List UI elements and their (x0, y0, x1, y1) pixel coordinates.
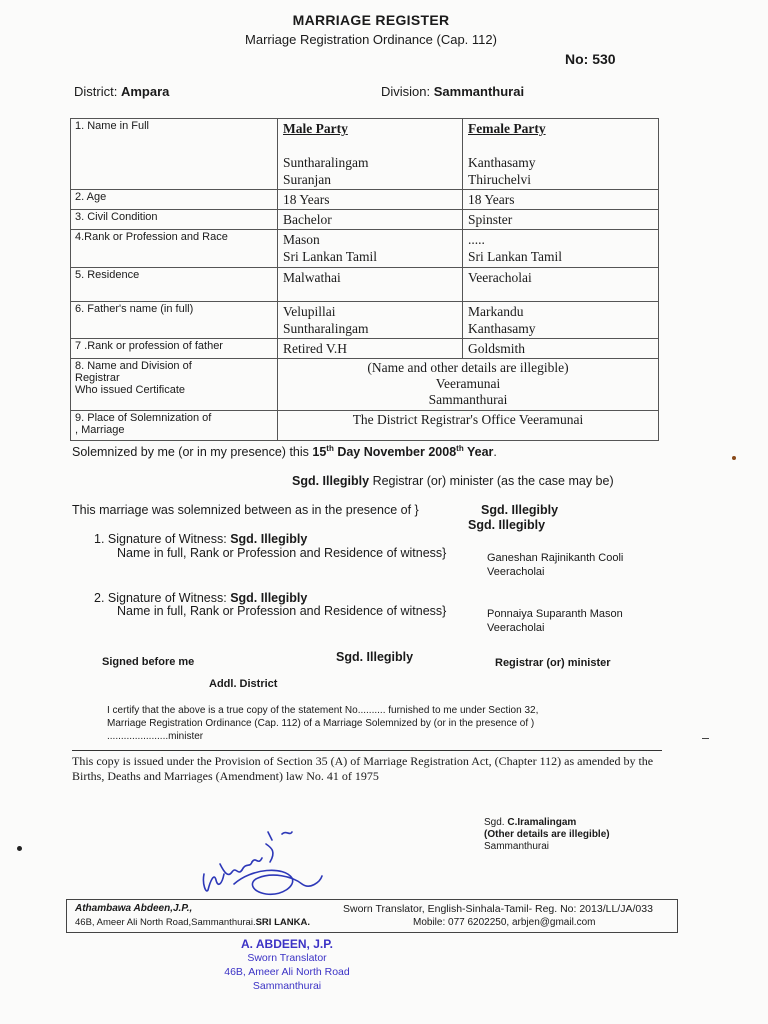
center-signature: Sgd. Illegibly (336, 650, 414, 664)
row-label: 5. Residence (71, 268, 278, 302)
registrar-or-minister: Registrar (or) minister (495, 657, 611, 669)
ink-dot (17, 846, 22, 851)
presence-signature-2: Sgd. Illegibly (468, 518, 546, 532)
male-value: Suntharalingam (283, 321, 369, 336)
table-row (71, 359, 659, 411)
witness-2-signature: 2. Signature of Witness: Sgd. Illegibly (94, 591, 308, 605)
translator-signature (196, 822, 336, 902)
solemnization-place: The District Registrar's Office Veeramunai (278, 411, 659, 441)
ink-dot (732, 456, 736, 460)
signed-before-me: Signed before me (102, 656, 195, 668)
divider (72, 750, 662, 751)
registrar-illegible-note: (Name and other details are illegible) (367, 360, 569, 375)
presence-line: This marriage was solemnized between as in the presence of } (72, 503, 419, 517)
female-value: Veeracholai (463, 268, 659, 302)
division (381, 84, 524, 99)
table-row (71, 339, 659, 359)
male-value: Bachelor (278, 210, 463, 230)
male-value: Suranjan (283, 172, 331, 187)
solemnized-line: Solemnized by me (or in my presence) this 15th Day November 2008th Year. (72, 444, 497, 460)
male-name-cell (278, 119, 463, 190)
solemnized-day: 15 (312, 445, 327, 460)
translator-contact: Mobile: 077 6202250, arbjen@gmail.com (413, 917, 596, 928)
male-value: Suntharalingam (283, 155, 369, 170)
registrar-division: Sammanthurai (428, 392, 508, 407)
row-label: 8. Name and Division of (75, 360, 192, 372)
row-label: 7 .Rank or profession of father (71, 339, 278, 359)
witness-1-name: Ganeshan Rajinikanth Cooli (487, 552, 624, 564)
row-label: 4.Rank or Profession and Race (71, 230, 278, 268)
registrar-signature-line: Sgd. Illegibly Registrar (or) minister (as the case may be) (292, 474, 614, 488)
registrar-sgd-block: Sgd. C.Iramalingam (Other details are illegible) Sammanthurai (484, 817, 610, 852)
witness-2-place: Veeracholai (487, 622, 545, 634)
table-row (71, 411, 659, 441)
translator-address: 46B, Ameer Ali North Road,Sammanthurai.SRI LANKA. (75, 917, 310, 928)
female-party-header: Female Party (468, 121, 546, 136)
male-value: Mason (283, 232, 320, 247)
page-title: MARRIAGE REGISTER (292, 12, 450, 28)
row-label: 2. Age (71, 190, 278, 210)
row-label: 1. Name in Full (71, 119, 278, 190)
register-table (70, 118, 659, 441)
division-label: Division: (381, 84, 431, 99)
issuance-note: This copy is issued under the Provision of Section 35 (A) of Marriage Registration Act, (Chapter 112) as amended by the Births, Deaths and Marriages (Amendment) law No. 41 of 1975 (72, 754, 654, 783)
female-value: Thiruchelvi (468, 172, 531, 187)
table-row (71, 190, 659, 210)
male-value: Retired V.H (278, 339, 463, 359)
female-value: Goldsmith (463, 339, 659, 359)
row-label: 6. Father's name (in full) (71, 302, 278, 339)
page-subtitle: Marriage Registration Ordinance (Cap. 112) (245, 32, 497, 47)
witness-1-place: Veeracholai (487, 566, 545, 578)
translator-name: Athambawa Abdeen,J.P., (75, 903, 193, 914)
row-label: Registrar (75, 372, 120, 384)
female-value: ..... (468, 232, 485, 247)
male-value: Malwathai (278, 268, 463, 302)
table-row (71, 210, 659, 230)
male-value: 18 Years (278, 190, 463, 210)
row-label: Who issued Certificate (75, 384, 186, 396)
witness-1-signature: 1. Signature of Witness: Sgd. Illegibly (94, 532, 308, 546)
female-value: Kanthasamy (468, 155, 536, 170)
female-value: Kanthasamy (468, 321, 536, 336)
female-value: Markandu (468, 304, 524, 319)
translator-box (66, 899, 678, 933)
translator-stamp: A. ABDEEN, J.P. Sworn Translator 46B, Ameer Ali North Road Sammanthurai (224, 937, 350, 992)
table-row (71, 230, 659, 268)
male-value: Sri Lankan Tamil (283, 249, 378, 264)
witness-2-name: Ponnaiya Suparanth Mason (487, 608, 623, 620)
male-party-header: Male Party (283, 121, 348, 136)
row-label: , Marriage (75, 424, 125, 436)
district-value: Ampara (120, 84, 170, 99)
registrar-place: Veeramunai (435, 376, 501, 391)
row-label: 9. Place of Solemnization of (75, 412, 212, 424)
district-label: District: (74, 84, 118, 99)
district (74, 84, 169, 99)
row-label: 3. Civil Condition (71, 210, 278, 230)
female-value: 18 Years (463, 190, 659, 210)
female-name-cell (463, 119, 659, 190)
table-row (71, 119, 659, 190)
register-number: No: 530 (565, 51, 616, 67)
table-row (71, 268, 659, 302)
male-value: Velupillai (283, 304, 336, 319)
table-row (71, 302, 659, 339)
female-value: Sri Lankan Tamil (468, 249, 563, 264)
female-value: Spinster (463, 210, 659, 230)
translator-title: Sworn Translator, English-Sinhala-Tamil- Reg. No: 2013/LL/JA/033 (343, 903, 653, 915)
certify-statement: I certify that the above is a true copy of the statement No.......... furnished to me under Section 32, Marriage Registration Ordinance (Cap. 112) of a Marriage Solemnized by (or in the presence of ) ......................minister (107, 705, 539, 742)
witness-1-name-label: Name in full, Rank or Profession and Residence of witness} (117, 546, 447, 560)
addl-district: Addl. District (209, 678, 278, 690)
division-value: Sammanthurai (433, 84, 525, 99)
solemnized-month-year: November 2008 (363, 445, 457, 460)
presence-signature-1: Sgd. Illegibly (481, 503, 559, 517)
witness-2-name-label: Name in full, Rank or Profession and Residence of witness} (117, 604, 447, 618)
margin-mark (702, 738, 709, 739)
